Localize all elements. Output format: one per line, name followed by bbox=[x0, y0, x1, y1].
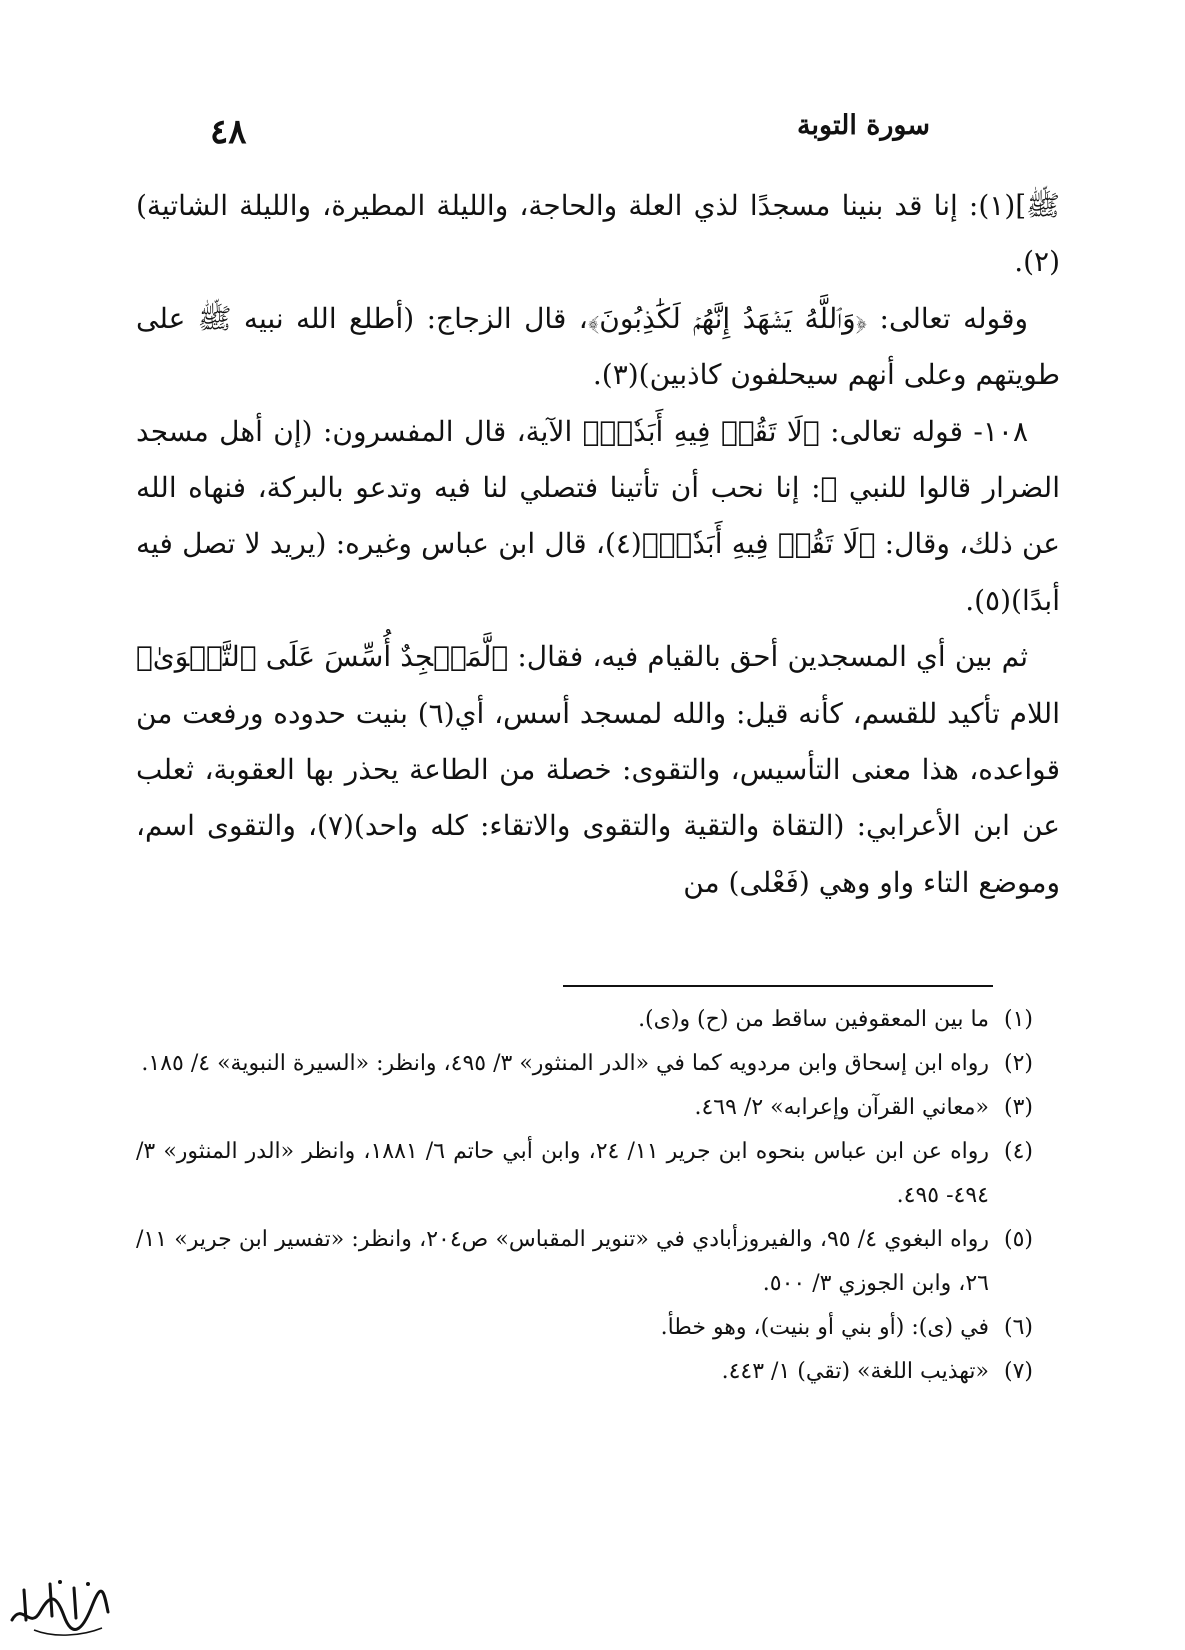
footnote-number: (٢) bbox=[1003, 1051, 1033, 1076]
surah-title: سورة التوبة bbox=[797, 110, 930, 141]
footnotes bbox=[136, 998, 1033, 1394]
footnote-text: رواه عن ابن عباس بنحوه ابن جرير ١١/ ٢٤، وابن أبي حاتم ٦/ ١٨٨١، وانظر «الدر المنثور» ٣/ ٤٩٤- ٤٩٥. bbox=[136, 1139, 990, 1208]
footnote-7 bbox=[136, 1350, 1033, 1394]
footnote-2 bbox=[136, 1042, 1033, 1086]
footnote-text: «تهذيب اللغة» (تقي) ١/ ٤٤٣. bbox=[721, 1359, 989, 1384]
footnote-text: رواه البغوي ٤/ ٩٥، والفيروزأبادي في «تنوير المقباس» ص٢٠٤، وانظر: «تفسير ابن جرير» ١١/ ٢٦، وابن الجوزي ٣/ ٥٠٠. bbox=[136, 1227, 989, 1296]
footnote-number: (٦) bbox=[1003, 1315, 1033, 1340]
page-header bbox=[140, 100, 1045, 160]
footnote-text: «معاني القرآن وإعرابه» ٢/ ٤٦٩. bbox=[694, 1095, 989, 1120]
footnote-5 bbox=[136, 1218, 1033, 1306]
footnote-4 bbox=[136, 1130, 1033, 1218]
footnote-number: (٤) bbox=[1003, 1139, 1033, 1164]
page-number: ٤٨ bbox=[210, 112, 247, 152]
calligraphy-logo-icon bbox=[4, 1572, 114, 1642]
paragraph-1: ﷺ](١): إنا قد بنينا مسجدًا لذي العلة والحاجة، والليلة المطيرة، والليلة الشاتية)(٢). bbox=[136, 189, 1060, 279]
paragraph-4: ثم بين أي المسجدين أحق بالقيام فيه، فقال: ﴿لَّمَسۡجِدٌ أُسِّسَ عَلَى ٱلتَّقۡوَىٰ﴾ اللام تأكيد للقسم، كأنه قيل: والله لمسجد أسس، أي(٦) بنيت حدوده ورفعت من قواعده، هذا معنى التأسيس، والتقوى: خصلة من الطاعة يحذر بها العقوبة، ثعلب عن ابن الأعرابي: (التقاة والتقية والتقوى والاتقاء: كله واحد)(٧)، والتقوى اسم، وموضع التاء واو وهي (فَعْلى) من bbox=[136, 640, 1060, 899]
footnote-number: (٣) bbox=[1003, 1095, 1033, 1120]
paragraph-2: وقوله تعالى: ﴿وَٱللَّهُ يَشۡهَدُ إِنَّهُمۡ لَكَٰذِبُونَ﴾، قال الزجاج: (أطلع الله نبيه ﷺ على طويتهم وعلى أنهم سيحلفون كاذبين)(٣). bbox=[136, 301, 1060, 392]
paragraph-3: ١٠٨- قوله تعالى: ﴿لَا تَقُمۡ فِيهِ أَبَدٗاۚ﴾ الآية، قال المفسرون: (إن أهل مسجد الضرار قالوا للنبي ﷺ: إنا نحب أن تأتينا فتصلي لنا فيه وتدعو بالبركة، فنهاه الله عن ذلك، وقال: ﴿لَا تَقُمۡ فِيهِ أَبَدٗاۚ﴾(٤)، قال ابن عباس وغيره: (يريد لا تصل فيه أبدًا)(٥). bbox=[136, 414, 1061, 617]
footnote-number: (٧) bbox=[1003, 1359, 1033, 1384]
footnote-text: رواه ابن إسحاق وابن مردويه كما في «الدر المنثور» ٣/ ٤٩٥، وانظر: «السيرة النبوية» ٤/ ١٨٥. bbox=[141, 1051, 989, 1076]
main-text bbox=[136, 178, 1060, 911]
footnote-6 bbox=[136, 1306, 1033, 1350]
footnote-1 bbox=[136, 998, 1033, 1042]
footnote-text: ما بين المعقوفين ساقط من (ح) و(ى). bbox=[638, 1007, 989, 1032]
footnote-3 bbox=[136, 1086, 1033, 1130]
footnote-number: (١) bbox=[1003, 1007, 1033, 1032]
footnote-separator bbox=[563, 985, 993, 987]
footnote-text: في (ى): (أو بني أو بنيت)، وهو خطأ. bbox=[660, 1315, 989, 1340]
footnote-number: (٥) bbox=[1003, 1227, 1033, 1252]
